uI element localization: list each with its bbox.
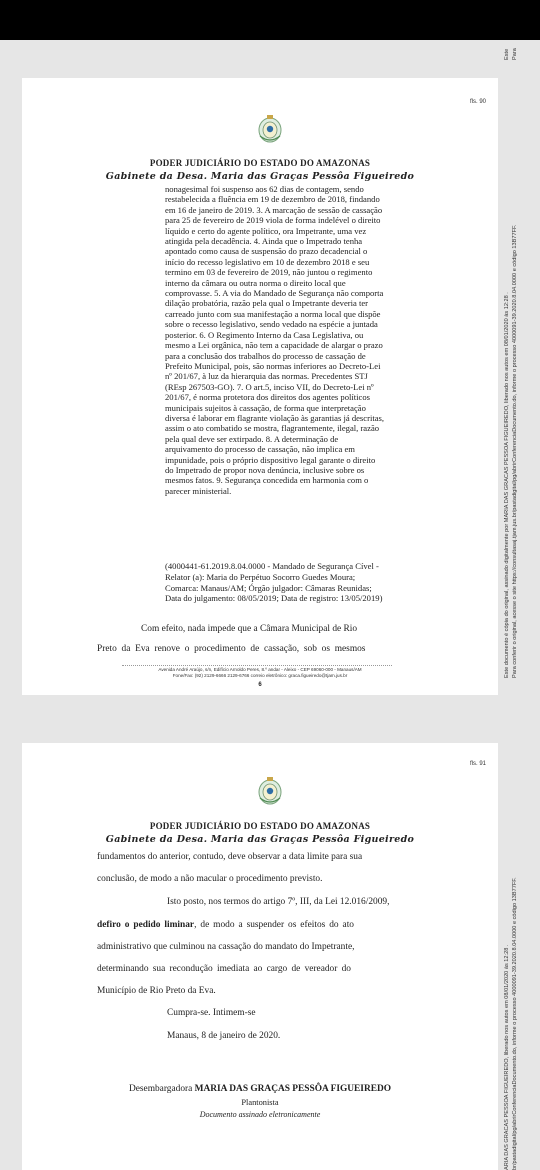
coat-of-arms-icon [257,776,283,806]
cabinet-header: Gabinete da Desa. Maria das Graças Pessôa Figueiredo [105,171,415,182]
case-citation [165,561,443,604]
body-text-line: Preto da Eva renove o procedimento de cassação, sob os mesmos [97,644,366,654]
text-line: termino em 03 de fevereiro de 2019, não juntou o regimento [165,267,373,278]
footer-contact: Fone/Fax: (92) 2129-6666 2129-6766 correio eletrônico: graca.figueiredo@tjam.jus.br [172,673,348,678]
text-line: do Impetrado de propor nova denúncia, inclusive sobre os [165,464,365,475]
court-header: PODER JUDICIÁRIO DO ESTADO DO AMAZONAS [149,821,371,831]
text-line: Relator (a): Maria do Perpétuo Socorro Guedes Moura; [165,571,356,582]
text-line: dilação probatória, razão pela qual o Impetrante deveria ter [165,298,369,309]
text-line: para 25 de fevereiro de 2019 viola de forma indelével o direito [165,215,381,226]
text-line: pela qual deve ser extirpado. 8. A determinação de [165,433,339,444]
text-line: (4000441-61.2019.8.04.0000 - Mandado de Segurança Cível - [165,561,379,571]
body-text-line: fundamentos do anterior, contudo, deve observar a data limite para sua [97,852,363,862]
cabinet-header: Gabinete da Desa. Maria das Graças Pessôa Figueiredo [105,834,415,845]
text-line: sobre o recesso legislativo, sendo vedado na espécie a juntada [165,319,378,330]
body-text-line: Com efeito, nada impede que a Câmara Municipal de Rio [141,624,358,634]
text-line: em 16 de janeiro de 2019. 3. A marcação de sessão de cassação [165,204,383,215]
signature-note: Documento assinado eletronicamente [199,1110,321,1119]
text-line: Data do julgamento: 08/05/2019; Data de registro: 13/05/2019) [165,593,383,604]
previous-page-side-notice: Este Para [504,48,518,60]
text-line: atingida pela decadência. 4. Ainda que o Impetrado tenha [165,236,363,247]
signature-role: Plantonista [241,1098,279,1107]
body-text-line: Município de Rio Preto da Eva. [97,986,216,996]
folio-number: fls. 91 [469,761,486,767]
text-line: apontado como causa de suspensão do prazo decadencial o [165,246,368,257]
ruling-bold: defiro o pedido liminar [97,920,195,930]
text-line: restabelecida a fluência em 19 de dezembro de 2018, findando [165,194,380,205]
folio-number: fls. 90 [469,99,486,105]
text-line: parecer ministerial. [165,485,232,496]
text-line: nonagesimal foi suspenso aos 62 dias de contagem, sendo [165,184,364,194]
text-line: municipais sujeitos à cassação, de forma que interpretação [165,402,366,413]
body-text-line: administrativo que culminou na cassação do mandato do Impetrante, [97,942,355,952]
text-line: início do recesso legislativo em 10 de dezembro 2018 e seu [165,256,370,267]
text-line: arquivamento do processo de cassação, não implica em [165,444,355,455]
footer-address: Avenida André Araújo, s/n, Edifício Arnoldo Peres, 8.º andar - Aleixo - CEP 69060-000 - Manaus/AM [158,667,362,672]
footer-divider [122,665,392,666]
text-line: carreado junto com sua manifestação a norma local que dispõe [165,308,381,319]
text-line: assim o ato combatido se mostra, flagrantemente, ilegal, razão [165,423,380,434]
document-page-90 [22,78,518,695]
body-text-line: conclusão, de modo a não macular o procedimento previsto. [97,874,323,884]
body-text-line: determinando sua recondução imediata ao cargo de vereador do [97,964,351,974]
digital-signature-notice: ARIA DAS GRACAS PESSOA FIGUEIREDO, liberado nos autos em 08/01/2020 às 12:28 . br/pastadigital/pg/abrirConferenciaDocumento.do, informe o processo 4000091-39.2020.8.04.0000 e código 13B77FF. [504,877,518,1170]
ruling-line: defiro o pedido liminar, de modo a suspender os efeitos do ato [97,920,354,930]
text-line: líquido e certo do agente político, ora Impetrante, uma vez [165,225,367,236]
text-line: posterior. 6. O Regimento Interno da Casa Legislativa, ou [165,329,364,340]
cited-ementa [165,184,443,496]
top-black-bar [0,0,540,40]
coat-of-arms-icon [257,114,283,144]
date-place: Manaus, 8 de janeiro de 2020. [167,1031,281,1041]
court-header: PODER JUDICIÁRIO DO ESTADO DO AMAZONAS [149,158,371,168]
text-line: 201/67, é norma protetora dos direitos dos agentes políticos [165,392,371,403]
text-line: Prefeito Municipal, pois, são normas inferiores ao Decreto-Lei [165,360,381,371]
document-page-91 [22,743,518,1170]
text-line: impunidade, pois o próprio dispositivo legal garante o direito [165,454,376,465]
text-line: nº 201/67, à luz da hierarquia das normas. Precedentes STJ [165,371,368,382]
page-number: 6 [258,682,262,688]
text-line: (REsp 267503-GO). 7. O art.5, inciso VII, do Decreto-Lei nº [165,381,374,392]
signature-name-line: Desembargadora MARIA DAS GRAÇAS PESSÔA FIGUEIREDO [128,1084,392,1094]
text-line: Comarca: Manaus/AM; Órgão julgador: Câmaras Reunidas; [165,582,372,593]
text-line: comprovasse. 5. A via do Mandado de Segurança não comporta [165,288,384,299]
text-line: interno da câmara ou outra norma o direito local que [165,277,346,288]
closing-line: Cumpra-se. Intimem-se [167,1008,256,1018]
text-line: mesmo a Lei orgânica, não tem a capacidade de alargar o prazo [165,340,383,351]
digital-signature-notice: Este documento é cópia do original, assinado digitalmente por MARIA DAS GRACAS PESSOA FIGUEIREDO, liberado nos autos em 08/01/2020 às 12:28 . Para conferir o original, acesse o site https://consultasaj.tjam.jus.br/pastadigital/pg/abrirConferenciaDocumento.do, informe o processo 4000091-39.2020.8.04.0000 e código 13B77FF. [504,224,518,678]
text-line: para a conclusão dos trabalhos do processo de cassação de [165,350,366,361]
body-text-line: Isto posto, nos termos do artigo 7º, III, da Lei 12.016/2009, [167,897,390,907]
text-line: diversa é laborar em flagrante violação às garantias já descritas, [165,412,385,423]
text-line: mesmos fatos. 9. Segurança concedida em harmonia com o [165,475,369,486]
